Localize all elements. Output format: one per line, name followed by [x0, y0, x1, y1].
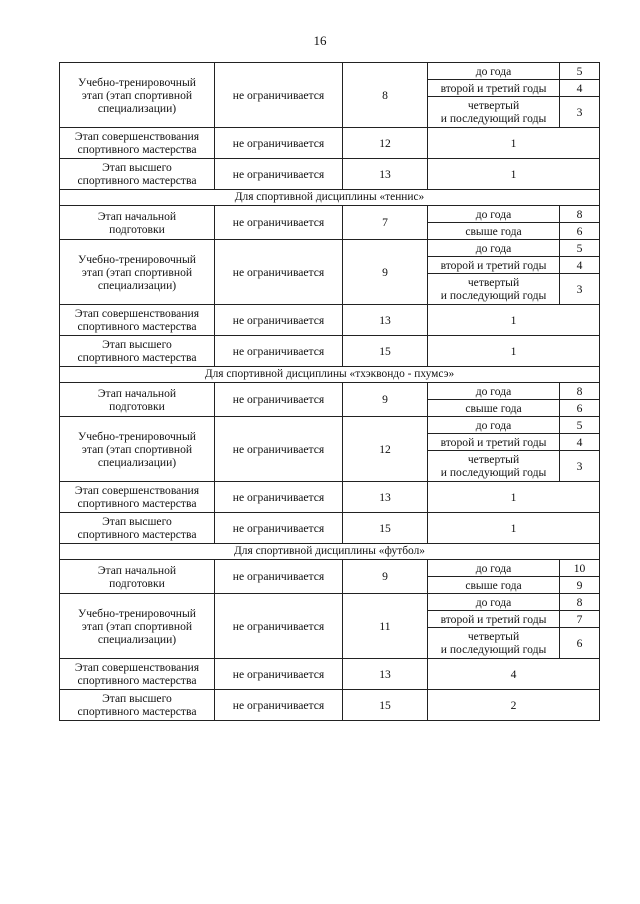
group-count: 4	[428, 659, 600, 690]
training-year: четвертый и последующий годы	[428, 628, 560, 659]
min-age: 12	[343, 128, 428, 159]
training-year: до года	[428, 206, 560, 223]
group-count: 6	[560, 400, 600, 417]
training-year: свыше года	[428, 400, 560, 417]
min-age: 7	[343, 206, 428, 240]
stage-name: Учебно-тренировочный этап (этап спортивной специализации)	[60, 240, 215, 305]
group-count: 1	[428, 128, 600, 159]
table-row	[60, 159, 600, 190]
age-limit: не ограничивается	[215, 690, 343, 721]
group-count: 8	[560, 206, 600, 223]
training-year: второй и третий годы	[428, 611, 560, 628]
age-limit: не ограничивается	[215, 336, 343, 367]
table-row	[60, 690, 600, 721]
group-count: 7	[560, 611, 600, 628]
group-count: 3	[560, 274, 600, 305]
group-count: 5	[560, 63, 600, 80]
stage-name: Этап начальной подготовки	[60, 560, 215, 594]
age-limit: не ограничивается	[215, 159, 343, 190]
min-age: 9	[343, 560, 428, 594]
group-count: 3	[560, 97, 600, 128]
section-header-row	[60, 190, 600, 206]
stage-name: Учебно-тренировочный этап (этап спортивной специализации)	[60, 63, 215, 128]
training-year: второй и третий годы	[428, 434, 560, 451]
section-title: Для спортивной дисциплины «футбол»	[60, 544, 600, 560]
stage-name: Этап совершенствования спортивного мастерства	[60, 482, 215, 513]
table-row	[60, 659, 600, 690]
training-year: второй и третий годы	[428, 80, 560, 97]
age-limit: не ограничивается	[215, 513, 343, 544]
training-year: до года	[428, 240, 560, 257]
group-count: 1	[428, 513, 600, 544]
section-header-row	[60, 367, 600, 383]
group-count: 3	[560, 451, 600, 482]
min-age: 13	[343, 482, 428, 513]
table-row	[60, 206, 600, 223]
min-age: 9	[343, 383, 428, 417]
group-count: 2	[428, 690, 600, 721]
table-row	[60, 240, 600, 257]
group-count: 6	[560, 628, 600, 659]
age-limit: не ограничивается	[215, 417, 343, 482]
age-limit: не ограничивается	[215, 383, 343, 417]
min-age: 13	[343, 159, 428, 190]
group-count: 8	[560, 594, 600, 611]
age-limit: не ограничивается	[215, 482, 343, 513]
stage-name: Этап совершенствования спортивного мастерства	[60, 659, 215, 690]
age-limit: не ограничивается	[215, 659, 343, 690]
age-limit: не ограничивается	[215, 560, 343, 594]
min-age: 13	[343, 659, 428, 690]
table-row	[60, 513, 600, 544]
stage-name: Учебно-тренировочный этап (этап спортивной специализации)	[60, 594, 215, 659]
min-age: 8	[343, 63, 428, 128]
table-row	[60, 336, 600, 367]
stage-name: Этап совершенствования спортивного мастерства	[60, 128, 215, 159]
min-age: 15	[343, 690, 428, 721]
age-limit: не ограничивается	[215, 206, 343, 240]
stage-name: Этап высшего спортивного мастерства	[60, 513, 215, 544]
group-count: 4	[560, 257, 600, 274]
table-row	[60, 63, 600, 80]
stage-name: Этап начальной подготовки	[60, 383, 215, 417]
table-row	[60, 383, 600, 400]
page-number: 16	[313, 33, 327, 48]
training-year: свыше года	[428, 577, 560, 594]
min-age: 11	[343, 594, 428, 659]
age-limit: не ограничивается	[215, 594, 343, 659]
age-limit: не ограничивается	[215, 305, 343, 336]
group-count: 6	[560, 223, 600, 240]
group-count: 10	[560, 560, 600, 577]
group-count: 5	[560, 417, 600, 434]
section-header-row	[60, 544, 600, 560]
group-count: 5	[560, 240, 600, 257]
training-year: свыше года	[428, 223, 560, 240]
stage-name: Этап совершенствования спортивного мастерства	[60, 305, 215, 336]
group-count: 1	[428, 482, 600, 513]
training-year: до года	[428, 560, 560, 577]
min-age: 15	[343, 336, 428, 367]
age-limit: не ограничивается	[215, 63, 343, 128]
table-row	[60, 594, 600, 611]
group-count: 1	[428, 159, 600, 190]
min-age: 13	[343, 305, 428, 336]
age-limit: не ограничивается	[215, 240, 343, 305]
group-count: 4	[560, 80, 600, 97]
training-year: четвертый и последующий годы	[428, 97, 560, 128]
sports-stages-table	[59, 62, 600, 721]
training-year: до года	[428, 383, 560, 400]
group-count: 8	[560, 383, 600, 400]
stage-name: Этап высшего спортивного мастерства	[60, 159, 215, 190]
table-row	[60, 560, 600, 577]
table-row	[60, 305, 600, 336]
stage-name: Этап высшего спортивного мастерства	[60, 690, 215, 721]
section-title: Для спортивной дисциплины «тхэквондо - пхумсэ»	[60, 367, 600, 383]
group-count: 1	[428, 336, 600, 367]
stage-name: Учебно-тренировочный этап (этап спортивной специализации)	[60, 417, 215, 482]
group-count: 4	[560, 434, 600, 451]
training-year: четвертый и последующий годы	[428, 451, 560, 482]
training-year: до года	[428, 63, 560, 80]
training-year: до года	[428, 594, 560, 611]
table-row	[60, 417, 600, 434]
stage-name: Этап начальной подготовки	[60, 206, 215, 240]
training-year: четвертый и последующий годы	[428, 274, 560, 305]
section-title: Для спортивной дисциплины «теннис»	[60, 190, 600, 206]
table-row	[60, 482, 600, 513]
min-age: 9	[343, 240, 428, 305]
training-year: до года	[428, 417, 560, 434]
age-limit: не ограничивается	[215, 128, 343, 159]
group-count: 1	[428, 305, 600, 336]
group-count: 9	[560, 577, 600, 594]
table-row	[60, 128, 600, 159]
min-age: 15	[343, 513, 428, 544]
min-age: 12	[343, 417, 428, 482]
stage-name: Этап высшего спортивного мастерства	[60, 336, 215, 367]
training-year: второй и третий годы	[428, 257, 560, 274]
